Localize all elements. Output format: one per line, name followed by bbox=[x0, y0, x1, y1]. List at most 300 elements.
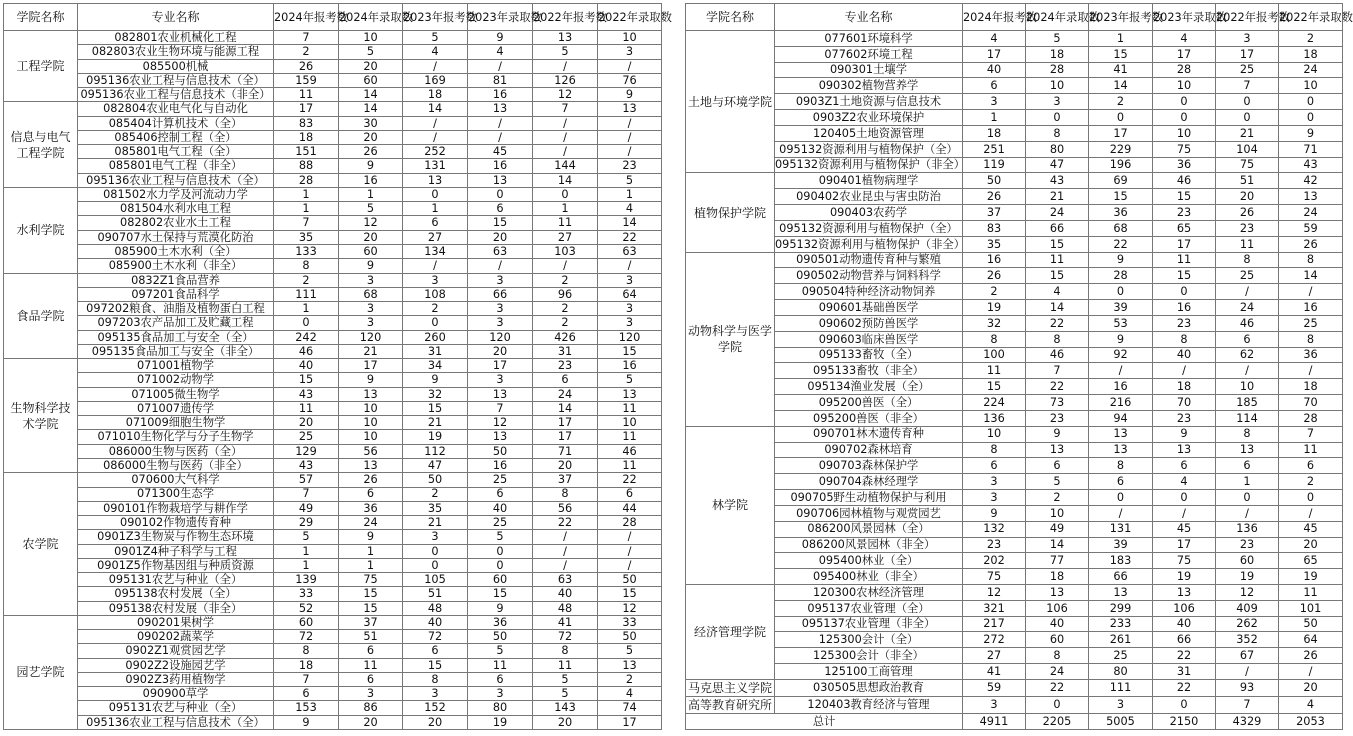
header-2024-admitted: 2024年录取数 bbox=[339, 4, 403, 31]
admitted-2024: 15 bbox=[339, 601, 403, 615]
applicants-2023: 0 bbox=[403, 558, 468, 572]
admitted-2024: 15 bbox=[1026, 236, 1089, 252]
admitted-2023: / bbox=[468, 130, 533, 144]
admitted-2024: 9 bbox=[1026, 426, 1089, 442]
admitted-2022: 45 bbox=[1279, 521, 1343, 537]
applicants-2024: 88 bbox=[274, 159, 339, 173]
applicants-2023: 53 bbox=[1089, 315, 1153, 331]
applicants-2023: 15 bbox=[1089, 46, 1153, 62]
major-name: 090602预防兽医学 bbox=[775, 315, 963, 331]
applicants-2023: 25 bbox=[1089, 648, 1153, 664]
applicants-2022: 6 bbox=[1216, 458, 1279, 474]
admitted-2024: 1 bbox=[339, 187, 403, 201]
applicants-2024: 10 bbox=[963, 426, 1026, 442]
admitted-2023: 5 bbox=[468, 644, 533, 658]
admitted-2022: / bbox=[598, 145, 662, 159]
applicants-2023: 5 bbox=[403, 31, 468, 45]
applicants-2024: 37 bbox=[963, 205, 1026, 221]
applicants-2024: 26 bbox=[274, 59, 339, 73]
applicants-2022: / bbox=[1216, 505, 1279, 521]
applicants-2024: 1 bbox=[274, 202, 339, 216]
major-name: 086000生物与医药（非全） bbox=[78, 458, 274, 472]
admitted-2022: / bbox=[598, 259, 662, 273]
table-row bbox=[4, 187, 662, 201]
applicants-2024: 23 bbox=[963, 537, 1026, 553]
major-name: 095137农业管理（全） bbox=[775, 600, 963, 616]
applicants-2022: 12 bbox=[533, 88, 598, 102]
header-2024-applicants: 2024年报考数 bbox=[963, 4, 1026, 31]
admitted-2022: 20 bbox=[1279, 679, 1343, 696]
applicants-2022: 11 bbox=[533, 658, 598, 672]
applicants-2022: 56 bbox=[533, 501, 598, 515]
admitted-2024: 13 bbox=[339, 387, 403, 401]
admitted-2022: 24 bbox=[1279, 62, 1343, 78]
major-name: 095132资源利用与植物保护（全） bbox=[775, 220, 963, 236]
major-name: 0832Z1食品营养 bbox=[78, 273, 274, 287]
admitted-2023: 8 bbox=[1153, 331, 1216, 347]
applicants-2022: 25 bbox=[1216, 62, 1279, 78]
applicants-2023: / bbox=[403, 116, 468, 130]
header-major: 专业名称 bbox=[775, 4, 963, 31]
header-2022-applicants: 2022年报考数 bbox=[533, 4, 598, 31]
admitted-2023: 12 bbox=[468, 416, 533, 430]
admitted-2023: / bbox=[1153, 363, 1216, 379]
admitted-2023: 16 bbox=[1153, 300, 1216, 316]
table-row bbox=[4, 102, 662, 116]
applicants-2022: 27 bbox=[533, 230, 598, 244]
applicants-2024: 1 bbox=[274, 544, 339, 558]
table-row bbox=[686, 505, 1343, 521]
applicants-2023: 9 bbox=[1089, 252, 1153, 268]
admitted-2023: 25 bbox=[468, 516, 533, 530]
applicants-2024: 11 bbox=[963, 363, 1026, 379]
table-row bbox=[686, 474, 1343, 490]
total-admitted-2024: 2205 bbox=[1026, 713, 1089, 729]
admitted-2023: 6 bbox=[1153, 458, 1216, 474]
major-name: 090302植物营养学 bbox=[775, 78, 963, 94]
applicants-2024: 9 bbox=[963, 505, 1026, 521]
admitted-2023: 9 bbox=[468, 31, 533, 45]
applicants-2023: 39 bbox=[1089, 537, 1153, 553]
table-row bbox=[4, 216, 662, 230]
admitted-2023: 60 bbox=[468, 573, 533, 587]
admitted-2022: 0 bbox=[1279, 110, 1343, 126]
major-name: 082803农业生物环境与能源工程 bbox=[78, 45, 274, 59]
applicants-2024: 119 bbox=[963, 157, 1026, 173]
admitted-2024: 3 bbox=[339, 687, 403, 701]
applicants-2022: 426 bbox=[533, 330, 598, 344]
admitted-2024: 26 bbox=[339, 145, 403, 159]
header-2023-admitted: 2023年录取数 bbox=[1153, 4, 1216, 31]
applicants-2022: 23 bbox=[533, 359, 598, 373]
applicants-2023: 131 bbox=[403, 159, 468, 173]
major-name: 077601环境科学 bbox=[775, 31, 963, 47]
major-name: 095200兽医（非全） bbox=[775, 410, 963, 426]
major-name: 090101作物栽培学与耕作学 bbox=[78, 501, 274, 515]
admitted-2022: 63 bbox=[598, 244, 662, 258]
major-name: 090401植物病理学 bbox=[775, 173, 963, 189]
admitted-2023: 23 bbox=[1153, 205, 1216, 221]
admitted-2024: 8 bbox=[1026, 125, 1089, 141]
admitted-2023: 65 bbox=[1153, 220, 1216, 236]
admitted-2022: / bbox=[598, 558, 662, 572]
major-name: 095133畜牧（全） bbox=[775, 347, 963, 363]
applicants-2022: / bbox=[533, 59, 598, 73]
applicants-2024: 40 bbox=[963, 62, 1026, 78]
major-name: 095138农村发展（全） bbox=[78, 587, 274, 601]
admitted-2023: 50 bbox=[468, 630, 533, 644]
admitted-2024: 11 bbox=[339, 658, 403, 672]
applicants-2022: 5 bbox=[533, 687, 598, 701]
applicants-2023: / bbox=[403, 130, 468, 144]
admitted-2024: 0 bbox=[1026, 696, 1089, 713]
applicants-2023: 169 bbox=[403, 73, 468, 87]
applicants-2023: 34 bbox=[403, 359, 468, 373]
admitted-2023: 25 bbox=[468, 473, 533, 487]
applicants-2022: 0 bbox=[533, 187, 598, 201]
admitted-2024: 10 bbox=[1026, 78, 1089, 94]
major-name: 095136农业工程与信息技术（非全） bbox=[78, 88, 274, 102]
admitted-2024: 3 bbox=[339, 316, 403, 330]
admitted-2023: 36 bbox=[468, 615, 533, 629]
admitted-2024: 14 bbox=[339, 88, 403, 102]
total-applicants-2024: 4911 bbox=[963, 713, 1026, 729]
admitted-2022: 3 bbox=[598, 302, 662, 316]
admitted-2024: 9 bbox=[339, 259, 403, 273]
admitted-2022: 5 bbox=[598, 173, 662, 187]
table-row bbox=[4, 558, 662, 572]
applicants-2022: 31 bbox=[533, 344, 598, 358]
admitted-2024: 12 bbox=[339, 216, 403, 230]
admitted-2022: 15 bbox=[598, 344, 662, 358]
admitted-2024: 73 bbox=[1026, 395, 1089, 411]
admitted-2024: 9 bbox=[339, 530, 403, 544]
admitted-2024: 20 bbox=[339, 130, 403, 144]
applicants-2024: 19 bbox=[963, 300, 1026, 316]
applicants-2024: 20 bbox=[274, 416, 339, 430]
applicants-2022: 12 bbox=[1216, 584, 1279, 600]
applicants-2023: 6 bbox=[403, 644, 468, 658]
admitted-2024: 14 bbox=[1026, 537, 1089, 553]
admitted-2023: 31 bbox=[1153, 664, 1216, 680]
admitted-2023: 5 bbox=[468, 530, 533, 544]
table-row bbox=[4, 573, 662, 587]
table-row bbox=[4, 458, 662, 472]
table-row bbox=[4, 587, 662, 601]
applicants-2023: / bbox=[1089, 505, 1153, 521]
applicants-2024: 43 bbox=[274, 387, 339, 401]
table-row bbox=[4, 658, 662, 672]
admitted-2022: 11 bbox=[598, 430, 662, 444]
applicants-2023: 152 bbox=[403, 701, 468, 715]
applicants-2023: / bbox=[403, 259, 468, 273]
applicants-2024: 1 bbox=[274, 187, 339, 201]
major-name: 071010生物化学与分子生物学 bbox=[78, 430, 274, 444]
admitted-2024: 22 bbox=[1026, 679, 1089, 696]
admitted-2022: 24 bbox=[1279, 205, 1343, 221]
admitted-2024: 17 bbox=[339, 359, 403, 373]
applicants-2024: 3 bbox=[963, 94, 1026, 110]
admitted-2024: 66 bbox=[1026, 220, 1089, 236]
table-row bbox=[686, 442, 1343, 458]
applicants-2024: 15 bbox=[963, 379, 1026, 395]
admitted-2023: 23 bbox=[1153, 410, 1216, 426]
table-row bbox=[686, 679, 1343, 696]
admitted-2023: 10 bbox=[1153, 125, 1216, 141]
major-name: 071300生态学 bbox=[78, 487, 274, 501]
header-college: 学院名称 bbox=[4, 4, 78, 31]
table-row bbox=[4, 715, 662, 729]
applicants-2022: 114 bbox=[1216, 410, 1279, 426]
admitted-2023: 70 bbox=[1153, 395, 1216, 411]
applicants-2024: 6 bbox=[963, 78, 1026, 94]
applicants-2022: 17 bbox=[1216, 46, 1279, 62]
major-name: 090601基础兽医学 bbox=[775, 300, 963, 316]
applicants-2022: 1 bbox=[1216, 474, 1279, 490]
admitted-2024: 22 bbox=[1026, 379, 1089, 395]
table-row bbox=[686, 110, 1343, 126]
admitted-2024: 60 bbox=[339, 244, 403, 258]
admitted-2022: 14 bbox=[598, 216, 662, 230]
major-name: 097202粮食、油脂及植物蛋白工程 bbox=[78, 302, 274, 316]
admitted-2022: 26 bbox=[1279, 648, 1343, 664]
applicants-2023: 299 bbox=[1089, 600, 1153, 616]
applicants-2024: 83 bbox=[274, 116, 339, 130]
major-name: 0902Z2设施园艺学 bbox=[78, 658, 274, 672]
applicants-2024: 2 bbox=[274, 45, 339, 59]
applicants-2022: 17 bbox=[533, 430, 598, 444]
admitted-2023: 0 bbox=[468, 544, 533, 558]
applicants-2024: 41 bbox=[963, 664, 1026, 680]
major-name: 090705野生动植物保护与利用 bbox=[775, 490, 963, 506]
admitted-2023: 80 bbox=[468, 701, 533, 715]
college-name: 信息与电气工程学院 bbox=[4, 102, 78, 188]
applicants-2024: 49 bbox=[274, 501, 339, 515]
applicants-2022: 2 bbox=[533, 273, 598, 287]
applicants-2024: 139 bbox=[274, 573, 339, 587]
applicants-2023: 0 bbox=[403, 187, 468, 201]
table-row bbox=[686, 236, 1343, 252]
table-row bbox=[686, 141, 1343, 157]
college-name: 水利学院 bbox=[4, 187, 78, 273]
major-name: 090900草学 bbox=[78, 687, 274, 701]
table-row bbox=[4, 701, 662, 715]
applicants-2022: 14 bbox=[533, 173, 598, 187]
applicants-2022: 1 bbox=[533, 202, 598, 216]
applicants-2022: / bbox=[533, 130, 598, 144]
admitted-2023: 0 bbox=[1153, 490, 1216, 506]
applicants-2023: 260 bbox=[403, 330, 468, 344]
applicants-2024: 3 bbox=[963, 696, 1026, 713]
admitted-2023: 0 bbox=[1153, 696, 1216, 713]
admitted-2023: 81 bbox=[468, 73, 533, 87]
admitted-2023: 0 bbox=[1153, 110, 1216, 126]
table-row bbox=[686, 331, 1343, 347]
applicants-2023: 196 bbox=[1089, 157, 1153, 173]
applicants-2023: 0 bbox=[1089, 490, 1153, 506]
major-name: 090202蔬菜学 bbox=[78, 630, 274, 644]
table-row bbox=[4, 302, 662, 316]
applicants-2022: 8 bbox=[1216, 252, 1279, 268]
applicants-2023: 261 bbox=[1089, 632, 1153, 648]
admitted-2023: 50 bbox=[468, 444, 533, 458]
applicants-2024: 129 bbox=[274, 444, 339, 458]
table-row bbox=[686, 363, 1343, 379]
applicants-2024: 1 bbox=[963, 110, 1026, 126]
applicants-2022: 75 bbox=[1216, 157, 1279, 173]
major-name: 090402农业昆虫与害虫防治 bbox=[775, 189, 963, 205]
applicants-2022: 143 bbox=[533, 701, 598, 715]
admitted-2023: 13 bbox=[468, 173, 533, 187]
applicants-2024: 3 bbox=[963, 490, 1026, 506]
applicants-2022: 40 bbox=[533, 587, 598, 601]
applicants-2022: 8 bbox=[1216, 426, 1279, 442]
table-row bbox=[4, 244, 662, 258]
major-name: 120300农林经济管理 bbox=[775, 584, 963, 600]
admitted-2022: 22 bbox=[598, 230, 662, 244]
admitted-2024: 10 bbox=[1026, 505, 1089, 521]
admitted-2023: 15 bbox=[468, 216, 533, 230]
major-name: 090504特种经济动物饲养 bbox=[775, 284, 963, 300]
admitted-2024: 60 bbox=[1026, 632, 1089, 648]
applicants-2023: 0 bbox=[1089, 110, 1153, 126]
applicants-2023: 105 bbox=[403, 573, 468, 587]
admitted-2024: 10 bbox=[339, 31, 403, 45]
table-row bbox=[4, 116, 662, 130]
admitted-2023: / bbox=[468, 59, 533, 73]
applicants-2024: 12 bbox=[963, 584, 1026, 600]
admitted-2024: 6 bbox=[1026, 458, 1089, 474]
applicants-2023: 21 bbox=[403, 516, 468, 530]
admitted-2023: 4 bbox=[468, 45, 533, 59]
applicants-2024: 46 bbox=[274, 344, 339, 358]
admitted-2024: 51 bbox=[339, 630, 403, 644]
applicants-2022: 20 bbox=[533, 458, 598, 472]
applicants-2023: 17 bbox=[1089, 125, 1153, 141]
admitted-2023: 22 bbox=[1153, 679, 1216, 696]
major-name: 090502动物营养与饲料科学 bbox=[775, 268, 963, 284]
admitted-2023: 120 bbox=[468, 330, 533, 344]
applicants-2023: 9 bbox=[403, 373, 468, 387]
table-row bbox=[4, 273, 662, 287]
applicants-2022: 51 bbox=[1216, 173, 1279, 189]
applicants-2024: 3 bbox=[963, 474, 1026, 490]
table-row bbox=[686, 173, 1343, 189]
admitted-2024: 120 bbox=[339, 330, 403, 344]
applicants-2022: 126 bbox=[533, 73, 598, 87]
applicants-2022: 19 bbox=[1216, 569, 1279, 585]
applicants-2024: 26 bbox=[963, 268, 1026, 284]
applicants-2023: 92 bbox=[1089, 347, 1153, 363]
admitted-2023: 40 bbox=[468, 501, 533, 515]
applicants-2022: 23 bbox=[1216, 537, 1279, 553]
applicants-2022: 21 bbox=[1216, 125, 1279, 141]
major-name: 082801农业机械化工程 bbox=[78, 31, 274, 45]
applicants-2023: 3 bbox=[403, 273, 468, 287]
major-name: 081502水力学及河流动力学 bbox=[78, 187, 274, 201]
admitted-2022: 101 bbox=[1279, 600, 1343, 616]
admitted-2022: 13 bbox=[1279, 189, 1343, 205]
applicants-2022: 185 bbox=[1216, 395, 1279, 411]
applicants-2024: 151 bbox=[274, 145, 339, 159]
applicants-2022: 93 bbox=[1216, 679, 1279, 696]
applicants-2024: 8 bbox=[274, 259, 339, 273]
admitted-2022: 7 bbox=[1279, 426, 1343, 442]
total-row bbox=[686, 713, 1343, 729]
major-name: 095137农业管理（非全） bbox=[775, 616, 963, 632]
major-name: 085801电气工程（全） bbox=[78, 145, 274, 159]
applicants-2024: 75 bbox=[963, 569, 1026, 585]
applicants-2024: 0 bbox=[274, 316, 339, 330]
header-2022-admitted: 2022年录取数 bbox=[1279, 4, 1343, 31]
applicants-2022: / bbox=[1216, 664, 1279, 680]
applicants-2022: 60 bbox=[1216, 553, 1279, 569]
admitted-2023: 66 bbox=[1153, 632, 1216, 648]
admitted-2022: 4 bbox=[1279, 696, 1343, 713]
table-row bbox=[4, 644, 662, 658]
major-name: 0901Z3生物炭与作物生态环境 bbox=[78, 530, 274, 544]
admitted-2022: 2 bbox=[1279, 31, 1343, 47]
applicants-2023: 183 bbox=[1089, 553, 1153, 569]
header-college: 学院名称 bbox=[686, 4, 775, 31]
admitted-2023: 23 bbox=[1153, 315, 1216, 331]
major-name: 086000生物与医药（全） bbox=[78, 444, 274, 458]
applicants-2024: 133 bbox=[274, 244, 339, 258]
admitted-2022: 28 bbox=[1279, 410, 1343, 426]
table-row bbox=[4, 31, 662, 45]
admitted-2024: 6 bbox=[339, 487, 403, 501]
applicants-2022: / bbox=[533, 116, 598, 130]
applicants-2022: 20 bbox=[1216, 189, 1279, 205]
applicants-2022: 7 bbox=[1216, 696, 1279, 713]
table-row bbox=[4, 316, 662, 330]
admitted-2024: 68 bbox=[339, 287, 403, 301]
admitted-2023: 15 bbox=[1153, 268, 1216, 284]
major-name: 120403教育经济与管理 bbox=[775, 696, 963, 713]
admitted-2024: 3 bbox=[339, 302, 403, 316]
table-row bbox=[686, 696, 1343, 713]
admitted-2023: 40 bbox=[1153, 616, 1216, 632]
applicants-2023: 50 bbox=[403, 473, 468, 487]
major-name: 082804农业电气化与自动化 bbox=[78, 102, 274, 116]
applicants-2024: 321 bbox=[963, 600, 1026, 616]
admitted-2023: 13 bbox=[1153, 584, 1216, 600]
table-row bbox=[4, 287, 662, 301]
applicants-2024: 57 bbox=[274, 473, 339, 487]
admitted-2022: 1 bbox=[598, 187, 662, 201]
admitted-2024: 24 bbox=[1026, 664, 1089, 680]
applicants-2023: 18 bbox=[403, 88, 468, 102]
applicants-2022: 3 bbox=[1216, 31, 1279, 47]
applicants-2023: 31 bbox=[403, 344, 468, 358]
header-2022-applicants: 2022年报考数 bbox=[1216, 4, 1279, 31]
admitted-2023: 17 bbox=[1153, 46, 1216, 62]
applicants-2022: 62 bbox=[1216, 347, 1279, 363]
table-row bbox=[4, 88, 662, 102]
applicants-2022: / bbox=[533, 544, 598, 558]
admitted-2024: 28 bbox=[1026, 62, 1089, 78]
applicants-2023: 41 bbox=[1089, 62, 1153, 78]
major-name: 030505思想政治教育 bbox=[775, 679, 963, 696]
major-name: 085406控制工程（全） bbox=[78, 130, 274, 144]
admitted-2024: 20 bbox=[339, 230, 403, 244]
table-row bbox=[4, 202, 662, 216]
admitted-2024: 10 bbox=[339, 416, 403, 430]
table-row bbox=[4, 45, 662, 59]
admitted-2022: 13 bbox=[598, 102, 662, 116]
table-row bbox=[686, 189, 1343, 205]
major-name: 0902Z1观赏园艺学 bbox=[78, 644, 274, 658]
